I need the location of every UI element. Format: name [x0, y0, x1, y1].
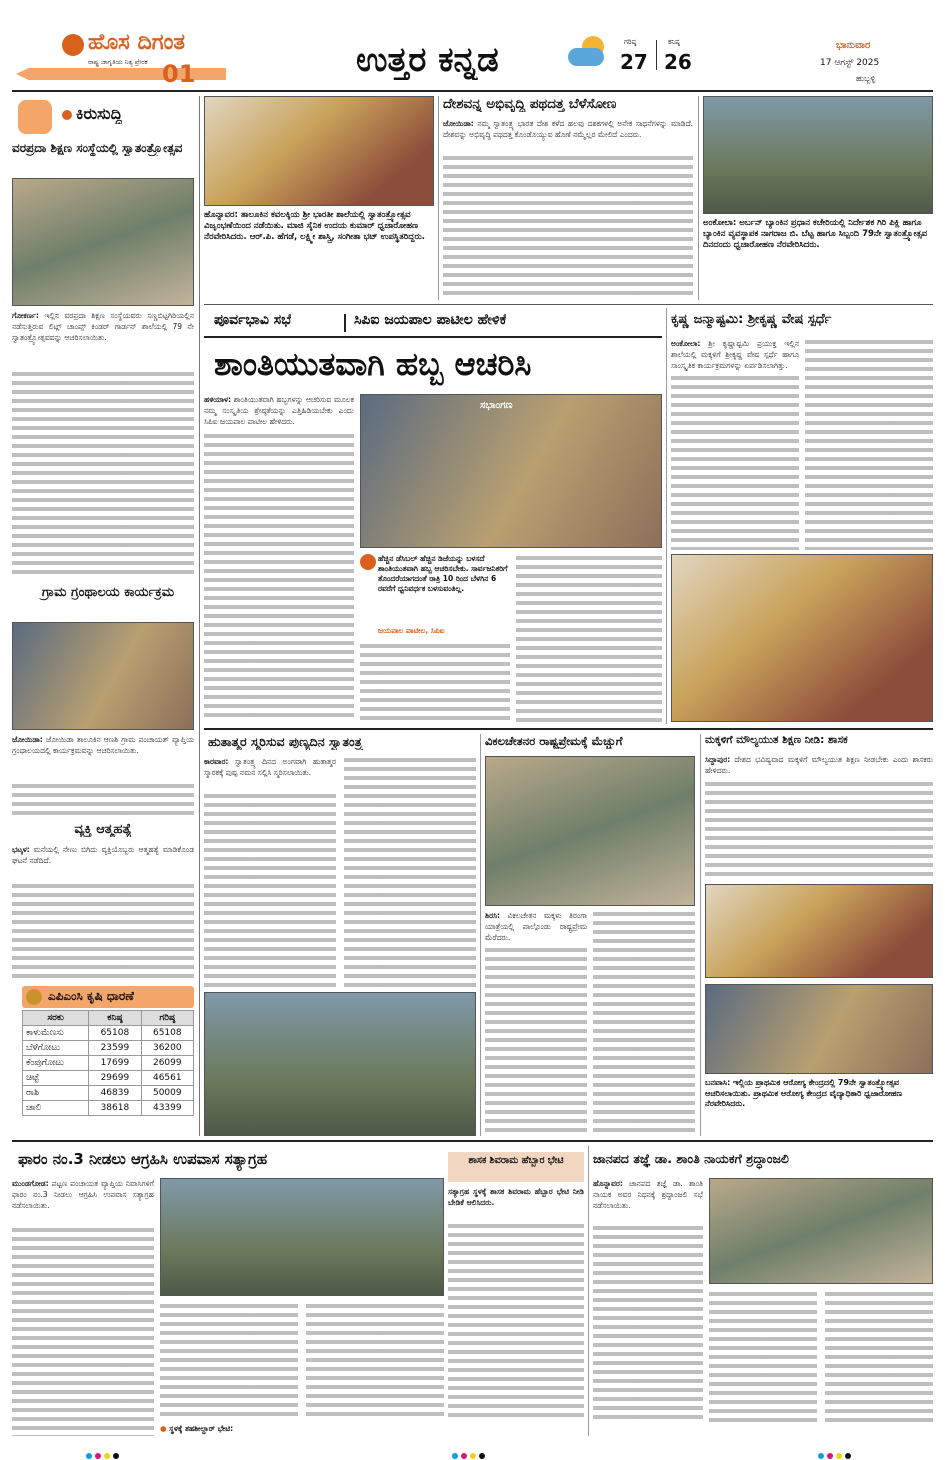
pullquote-text: ಹೆಚ್ಚಿನ ಡೆಸಿಬಲ್ ಹೆಚ್ಚಿನ ಡಿಜೆಯನ್ನು ಬಳಸದೆ ಶಾಂತಿಯುತವಾಗಿ ಹಬ್ಬ ಆಚರಿಸಬೇಕು. ಸಾರ್ವಜನಿಕರಿಗೆ ತೊಂದರೆಯಾಗದಂತೆ ರಾತ್ರಿ 10 ರಿಂದ ಬೆಳಗಿನ 6 ರವರೆಗೆ ಧ್ವನಿವರ್ಧಕ ಬಳಸುವಂತಿಲ್ಲ.: [378, 554, 508, 593]
mid-story-2-title: ವಿಕಲಚೇತನರ ರಾಷ್ಟ್ರಪ್ರೇಮಕ್ಕೆ ಮೆಚ್ಚುಗೆ: [485, 734, 623, 748]
max-price: 50009: [141, 1086, 193, 1101]
bottom-story-3: [593, 1146, 933, 1436]
bottom-story-1: [12, 1146, 444, 1436]
bottom-story-3-photo: [709, 1178, 933, 1284]
market-header-min: ಕನಿಷ್ಠ: [89, 1011, 141, 1026]
column-divider: [588, 1146, 589, 1436]
lead-headline: ಶಾಂತಿಯುತವಾಗಿ ಹಬ್ಬ ಆಚರಿಸಿ: [214, 345, 532, 383]
story3-dateline: ಭಟ್ಕಳ:: [12, 845, 30, 854]
temp-low-label: ಕನಿಷ್ಠ: [668, 38, 680, 46]
column-divider: [438, 96, 439, 300]
registration-marks-right: [818, 1444, 854, 1460]
story2-dateline: ಜೋಯಿಡಾ:: [12, 735, 43, 744]
kicker-separator: [344, 314, 346, 332]
lead-kicker-2: ಸಿಪಿಐ ಜಯಪಾಲ ಪಾಟೀಲ ಹೇಳಿಕೆ: [354, 312, 507, 328]
mid-story-2-body-2: [593, 910, 695, 1136]
lead-photo-label: ಸಭಾಂಗಣ: [480, 400, 513, 411]
mid-story-1-dateline: ಕಾರವಾರ:: [204, 757, 229, 766]
commodity: ಕೆಂಪುಗೋಟು: [23, 1056, 89, 1071]
lead-dateline: ಹಳಿಯಾಳ:: [204, 395, 232, 404]
top-story-1-photo: [204, 96, 434, 206]
top-story-3-caption: ಅಂಕೋಲಾ: ಅರ್ಬನ್ ಬ್ಯಾಂಕಿನ ಪ್ರಧಾನ ಕಚೇರಿಯಲ್ಲಿ ನಿರ್ದೇಶಕ ಗಿರಿ ಪಿಕ್ಲಿ ಹಾಗೂ ಬ್ಯಾಂಕಿನ ವ್ಯವಸ್ಥಾಪಕ ನಾಗರಾಜ ಬಿ. ಬೆಟ್ಟ ಹಾಗೂ ಸಿಬ್ಬಂದಿ 79ನೇ ಸ್ವಾತಂತ್ರ್ಯೋತ್ಸವ ದಿನದಂದು ಧ್ವಜಾರೋಹಣ ನೆರವೇರಿಸಿದರು.: [703, 218, 928, 250]
min-price: 46839: [89, 1086, 141, 1101]
story3-lead: [12, 844, 194, 880]
kirusuddi-column: [12, 96, 194, 1136]
masthead-rule: [12, 90, 933, 92]
bottom-story-3-title: ಜಾನಪದ ತಜ್ಞೆ ಡಾ. ಶಾಂತಿ ನಾಯಕಗೆ ಶ್ರದ್ಧಾಂಜಲಿ: [593, 1151, 789, 1166]
min-price: 29699: [89, 1071, 141, 1086]
table-row: [23, 1086, 194, 1101]
top-story-2-dateline: ಜೋಯಿಡಾ:: [443, 119, 474, 128]
column-divider-left: [199, 96, 200, 1136]
max-price: 26099: [141, 1056, 193, 1071]
top-story-3-photo: [703, 96, 933, 214]
temp-high: 27: [620, 50, 648, 74]
commodity: ಕಾಳುಮೆಣಸು: [23, 1026, 89, 1041]
story3-body: [12, 882, 194, 982]
logo-icon: [62, 34, 84, 56]
story3-title: ವ್ಯಕ್ತಿ ಆತ್ಮಹತ್ಯೆ: [74, 822, 132, 837]
dot-icon: [62, 110, 72, 120]
story1-body: [12, 370, 194, 578]
bottom-story-3-text: ಜಾನಪದ ತಜ್ಞೆ ಡಾ. ಶಾಂತಿ ನಾಯಕ ಅವರ ನಿಧನಕ್ಕೆ ಶ್ರದ್ಧಾಂಜಲಿ ಸಭೆ ನಡೆಸಲಾಯಿತು.: [593, 1179, 703, 1210]
story1-title: ವರಪ್ರದಾ ಶಿಕ್ಷಣ ಸಂಸ್ಥೆಯಲ್ಲಿ ಸ್ವಾತಂತ್ರ್ಯೋತ್ಸವ: [12, 141, 183, 155]
story2-photo: [12, 622, 194, 730]
min-price: 23599: [89, 1041, 141, 1056]
max-price: 36200: [141, 1041, 193, 1056]
commodity: ಚಾಲಿ: [23, 1101, 89, 1116]
bottom-story-1-byline: [160, 1424, 233, 1434]
city-label: ಹುಬ್ಬಳ್ಳಿ: [856, 74, 876, 83]
bottom-story-1-byline-label: ಸ್ಥಳಕ್ಕೆ ತಹಶೀಲ್ದಾರ್ ಭೇಟಿ:: [169, 1424, 234, 1433]
column-divider: [666, 308, 667, 724]
table-row: [23, 1071, 194, 1086]
date-label: 17 ಆಗಸ್ಟ್ 2025: [820, 58, 880, 68]
story1-dateline: ಗೋಕರ್ಣ:: [12, 311, 39, 320]
right-story-body-2: [805, 338, 933, 550]
bottom-story-3-body-3: [825, 1290, 933, 1424]
lead-story: [204, 308, 662, 724]
market-table-wrap: [22, 1010, 194, 1116]
mid-story-3-text: ದೇಶದ ಭವಿಷ್ಯವಾದ ಮಕ್ಕಳಿಗೆ ಮೌಲ್ಯಯುತ ಶಿಕ್ಷಣ ನೀಡಬೇಕು ಎಂದು ಶಾಸಕರು ಹೇಳಿದರು.: [705, 755, 933, 775]
brand-tagline: ರಾಷ್ಟ್ರ ಜಾಗೃತಿಯ ನಿತ್ಯ ಪ್ರೇರಕ: [88, 58, 148, 66]
table-row: [23, 1101, 194, 1116]
commodity: ಚಿಟ್ಟೆ: [23, 1071, 89, 1086]
bottom-story-3-dateline: ಹೊನ್ನಾವರ:: [593, 1179, 623, 1188]
right-story-photo: [671, 554, 933, 722]
story2-title: ಗ್ರಾಮ ಗ್ರಂಥಾಲಯ ಕಾರ್ಯಕ್ರಮ: [41, 585, 175, 600]
right-story-dateline: ಅಂಕೋಲಾ:: [671, 339, 701, 348]
mid-story-2-text: ವಿಕಲಚೇತನ ಮಕ್ಕಳು ತಿರಂಗಾ ಯಾತ್ರೆಯಲ್ಲಿ ಪಾಲ್ಗೊಂಡು ರಾಷ್ಟ್ರಪ್ರೇಮ ಮೆರೆದರು.: [485, 911, 587, 942]
mid-story-2-lead: [485, 910, 587, 944]
temp-low: 26: [664, 50, 692, 74]
hand-icon: [18, 100, 52, 134]
top-story-3: [703, 96, 933, 300]
page-number: 01: [162, 60, 196, 88]
lead-body-col2: [360, 642, 510, 722]
masthead: [0, 0, 945, 92]
right-story-lead: [671, 338, 799, 372]
edition-title: ಉತ್ತರ ಕನ್ನಡ: [356, 40, 499, 80]
top-story-1: [204, 96, 434, 300]
table-row: [23, 1056, 194, 1071]
kirusuddi-banner: [12, 96, 194, 136]
market-title-bar: [22, 986, 194, 1008]
story3-text: ಮನೆಯಲ್ಲಿ ನೇಣು ಬಿಗಿದು ವ್ಯಕ್ತಿಯೊಬ್ಬರು ಆತ್ಮಹತ್ಯೆ ಮಾಡಿಕೊಂಡ ಘಟನೆ ನಡೆದಿದೆ.: [12, 845, 194, 865]
mid-story-3-title: ಮಕ್ಕಳಿಗೆ ಮೌಲ್ಯಯುತ ಶಿಕ್ಷಣ ನೀಡಿ: ಶಾಸಕ: [705, 734, 848, 746]
max-price: 65108: [141, 1026, 193, 1041]
mid-story-1-photo: [204, 992, 476, 1136]
commodity: ಬೆಳೆಗೋಟು: [23, 1041, 89, 1056]
top-story-2-lead: [443, 118, 693, 152]
lead-intro: [204, 394, 354, 428]
market-title: ಎಪಿಎಂಸಿ ಕೃಷಿ ಧಾರಣೆ: [48, 989, 134, 1003]
story2-lead: [12, 734, 194, 780]
market-table: [22, 1010, 194, 1116]
mid-story-2: [485, 734, 695, 1136]
bottom-story-1-photo-1: [160, 1178, 444, 1296]
brand-name: ಹೊಸ ದಿಗಂತ: [88, 30, 186, 55]
story1-text: ಇಲ್ಲಿನ ವರಪ್ರದಾ ಶಿಕ್ಷಣ ಸಂಸ್ಥೆಯವರು ಸಣ್ಣಬಿಟ್ಟಗಿರಿಯಲ್ಲಿನ ನಡೆಸುತ್ತಿರುವ ಲಿಟ್ಲ್ ಚಾಂಪ್ಸ್ ಕಿಂಡರ್ ಗಾರ್ಡನ್ ಶಾಲೆಯಲ್ಲಿ 79 ನೇ ಸ್ವಾತಂತ್ರ್ಯೋತ್ಸವವನ್ನು ಆಚರಿಸಲಾಯಿತು.: [12, 311, 194, 342]
mid-story-1-text: ಸ್ವಾತಂತ್ರ್ಯ ದಿನದ ಅಂಗವಾಗಿ ಹುತಾತ್ಮರ ಸ್ಮಾರಕಕ್ಕೆ ಪುಷ್ಪ ನಮನ ಸಲ್ಲಿಸಿ ಸ್ಮರಿಸಲಾಯಿತು.: [204, 757, 336, 777]
right-story-body-1: [671, 374, 799, 550]
column-divider: [700, 734, 701, 1136]
mid-story-3-caption: ಬನವಾಸಿ: ಇಲ್ಲಿಯ ಪ್ರಾಥಮಿಕ ಆರೋಗ್ಯ ಕೇಂದ್ರದಲ್ಲಿ 79ನೇ ಸ್ವಾತಂತ್ರ್ಯೋತ್ಸವ ಆಚರಿಸಲಾಯಿತು. ಪ್ರಾಥಮಿಕ ಆರೋಗ್ಯ ಕೇಂದ್ರದ ವೈದ್ಯಾಧಿಕಾರಿ ಧ್ವಜಾರೋಹಣ ನೆರವೇರಿಸಿದರು.: [705, 1078, 903, 1108]
lead-body-col3: [516, 554, 662, 722]
day-label: ಭಾನುವಾರ: [836, 40, 871, 51]
top-story-1-caption: ಹೊನ್ನಾವರ: ತಾಲೂಕಿನ ಕವಲಕ್ಕಿಯ ಶ್ರೀ ಭಾರತೀ ಶಾಲೆಯಲ್ಲಿ ಸ್ವಾತಂತ್ರ್ಯೋತ್ಸವ ವಿಜೃಂಭಣೆಯಿಂದ ನಡೆಯಿತು. ಮಾಜಿ ಸೈನಿಕ ಉದಯ ಕುಮಾರ್ ಧ್ವಜಾರೋಹಣ ನೆರವೇರಿಸಿದರು. ಆರ್.ಪಿ. ಹೆಗಡೆ, ಲಕ್ಷ್ಮೀ ಶಾಸ್ತ್ರಿ, ಸಂಗೀತಾ ಭಟ್ ಉಪಸ್ಥಿತರಿದ್ದರು.: [204, 210, 425, 242]
bottom-story-1-title: ಫಾರಂ ನಂ.3 ನೀಡಲು ಆಗ್ರಹಿಸಿ ಉಪವಾಸ ಸತ್ಯಾಗ್ರಹ: [18, 1150, 268, 1168]
kirusuddi-label: ಕಿರುಸುದ್ದಿ: [76, 104, 123, 123]
bottom-story-1-body-2: [160, 1302, 298, 1420]
section-rule: [204, 304, 933, 305]
min-price: 17699: [89, 1056, 141, 1071]
mid-story-2-body-1: [485, 946, 587, 1136]
subhead-icon: ●: [160, 1424, 170, 1433]
temp-divider: [656, 40, 657, 70]
bottom-story-3-body-1: [593, 1224, 703, 1424]
min-price: 65108: [89, 1026, 141, 1041]
top-story-2-text: ನಮ್ಮ ಸ್ವಾತಂತ್ರ್ಯ ಭಾರತ ದೇಶ ಕಳೆದ ಹಲವು ದಶಕಗಳಲ್ಲಿ ಅನೇಕ ಸಾಧನೆಗಳನ್ನು ಮಾಡಿದೆ. ದೇಶವನ್ನು ಅಭಿವೃದ್ಧಿ ಪಥದತ್ತ ಕೊಂಡೊಯ್ಯುವ ಹೊಣೆ ನಮ್ಮೆಲ್ಲರ ಮೇಲಿದೆ ಎಂದರು.: [443, 119, 693, 139]
market-header-item: ಸರಕು: [23, 1011, 89, 1026]
registration-marks-center: [452, 1444, 488, 1460]
weather-icon: [568, 36, 610, 70]
right-story-text: ಶ್ರೀ ಕೃಷ್ಣಾಷ್ಟಮಿ ಪ್ರಯುಕ್ತ ಇಲ್ಲಿನ ಶಾಲೆಯಲ್ಲಿ ಮಕ್ಕಳಿಗೆ ಶ್ರೀಕೃಷ್ಣ ವೇಷ ಸ್ಪರ್ಧೆ ಹಾಗೂ ಸಾಂಸ್ಕೃತಿಕ ಕಾರ್ಯಕ್ರಮಗಳನ್ನು ಏರ್ಪಡಿಸಲಾಗಿತ್ತು.: [671, 339, 799, 370]
lead-text: ಶಾಂತಿಯುತವಾಗಿ ಹಬ್ಬಗಳನ್ನು ಆಚರಿಸುವ ಮೂಲಕ ನಮ್ಮ ಸಂಸ್ಕೃತಿಯ ಶ್ರೇಷ್ಠತೆಯನ್ನು ಎತ್ತಿಹಿಡಿಯಬೇಕು ಎಂದು ಸಿಪಿಐ ಜಯಪಾಲ ಪಾಟೀಲ ಹೇಳಿದರು.: [204, 395, 354, 426]
bottom-story-3-lead: [593, 1178, 703, 1222]
lead-body-col1: [204, 432, 354, 722]
pullquote-box: [360, 554, 510, 638]
bottom-story-2: [448, 1146, 584, 1436]
bottom-story-1-lead: [12, 1178, 154, 1224]
right-story: [671, 308, 933, 724]
story2-body: [12, 782, 194, 818]
bottom-story-1-text: ಪಟ್ಟಣ ಪಂಚಾಯತ ವ್ಯಾಪ್ತಿಯ ನಿವಾಸಿಗಳಿಗೆ ಫಾರಂ ನಂ.3 ನೀಡಲು ಆಗ್ರಹಿಸಿ ಉಪವಾಸ ಸತ್ಯಾಗ್ರಹ ನಡೆಸಲಾಯಿತು.: [12, 1179, 154, 1210]
bottom-story-2-title: ಶಾಸಕ ಶಿವರಾಮ ಹೆಬ್ಬಾರ ಭೇಟಿ: [468, 1155, 564, 1166]
coin-icon: [26, 989, 42, 1005]
top-story-2: [443, 96, 693, 300]
commodity: ರಾಶಿ: [23, 1086, 89, 1101]
lead-photo: [360, 394, 662, 548]
market-header-max: ಗರಿಷ್ಠ: [141, 1011, 193, 1026]
bottom-story-2-lead: ಸತ್ಯಾಗ್ರಹ ಸ್ಥಳಕ್ಕೆ ಶಾಸಕ ಶಿವರಾಮ ಹೆಬ್ಬಾರ ಭೇಟಿ ನೀಡಿ ಬೇಡಿಕೆ ಆಲಿಸಿದರು.: [448, 1187, 584, 1207]
registration-marks-left: [86, 1444, 122, 1460]
mid-story-3: [705, 734, 933, 1136]
kicker-bar: [204, 308, 662, 338]
bottom-story-2-body: [448, 1222, 584, 1422]
max-price: 43399: [141, 1101, 193, 1116]
market-box: [22, 986, 194, 1136]
story2-text: ಜೋಯಿಡಾ ತಾಲೂಕಿನ ಆಣಶಿ ಗ್ರಾಮ ಪಂಚಾಯತ್ ವ್ಯಾಪ್ತಿಯ ಗ್ರಂಥಾಲಯದಲ್ಲಿ ಕಾರ್ಯಕ್ರಮವನ್ನು ಆಚರಿಸಲಾಯಿತು.: [12, 735, 194, 755]
mid-story-2-dateline: ಶಿರಸಿ:: [485, 911, 501, 920]
mid-story-1-body-1: [204, 792, 336, 988]
min-price: 38618: [89, 1101, 141, 1116]
pullquote-byline: ಜಯಪಾಲ ಪಾಟೀಲ, ಸಿಪಿಐ: [378, 626, 445, 635]
bottom-story-1-dateline: ಮುಂಡಗೋಡ:: [12, 1179, 49, 1188]
masthead-brand-block: [12, 28, 234, 88]
column-divider: [698, 96, 699, 300]
column-divider: [480, 734, 481, 1136]
mid-story-1-lead: [204, 756, 336, 790]
section-rule: [204, 728, 933, 730]
mid-story-3-photo-1: [705, 884, 933, 978]
mid-story-1-body-2: [344, 756, 476, 988]
section-rule: [12, 1140, 933, 1142]
bottom-story-3-body-2: [709, 1290, 817, 1424]
mid-story-3-photo-2: [705, 984, 933, 1074]
max-price: 46561: [141, 1071, 193, 1086]
temp-high-label: ಗರಿಷ್ಠ: [624, 38, 637, 46]
top-story-2-title: ದೇಶವನ್ನ ಅಭಿವೃದ್ಧಿ ಪಥದತ್ತ ಬೆಳೆಸೋಣ: [443, 96, 617, 112]
table-row: [23, 1026, 194, 1041]
story1-photo: [12, 178, 194, 306]
quote-icon: [360, 554, 376, 570]
top-story-2-body: [443, 154, 693, 298]
bottom-story-1-body-1: [12, 1226, 154, 1436]
mid-story-2-photo: [485, 756, 695, 906]
mid-story-3-lead: [705, 754, 933, 778]
story1-lead: [12, 310, 194, 368]
table-row: [23, 1041, 194, 1056]
right-story-title: ಕೃಷ್ಣ ಜನ್ಮಾಷ್ಟಮಿ: ಶ್ರೀಕೃಷ್ಣ ವೇಷ ಸ್ಪರ್ಧೆ: [671, 312, 832, 327]
bottom-story-1-body-3: [306, 1302, 444, 1420]
mid-story-3-dateline: ಸಿದ್ದಾಪುರ:: [705, 755, 731, 764]
mid-story-3-body: [705, 780, 933, 880]
bottom-story-2-title-box: [448, 1152, 584, 1182]
mid-story-1-title: ಹುತಾತ್ಮರ ಸ್ಮರಿಸುವ ಪುಣ್ಯದಿನ ಸ್ವಾತಂತ್ರ್ಯ: [208, 734, 364, 749]
lead-kicker-1: ಪೂರ್ವಭಾವಿ ಸಭೆ: [214, 312, 292, 328]
mid-story-1: [204, 734, 476, 1136]
